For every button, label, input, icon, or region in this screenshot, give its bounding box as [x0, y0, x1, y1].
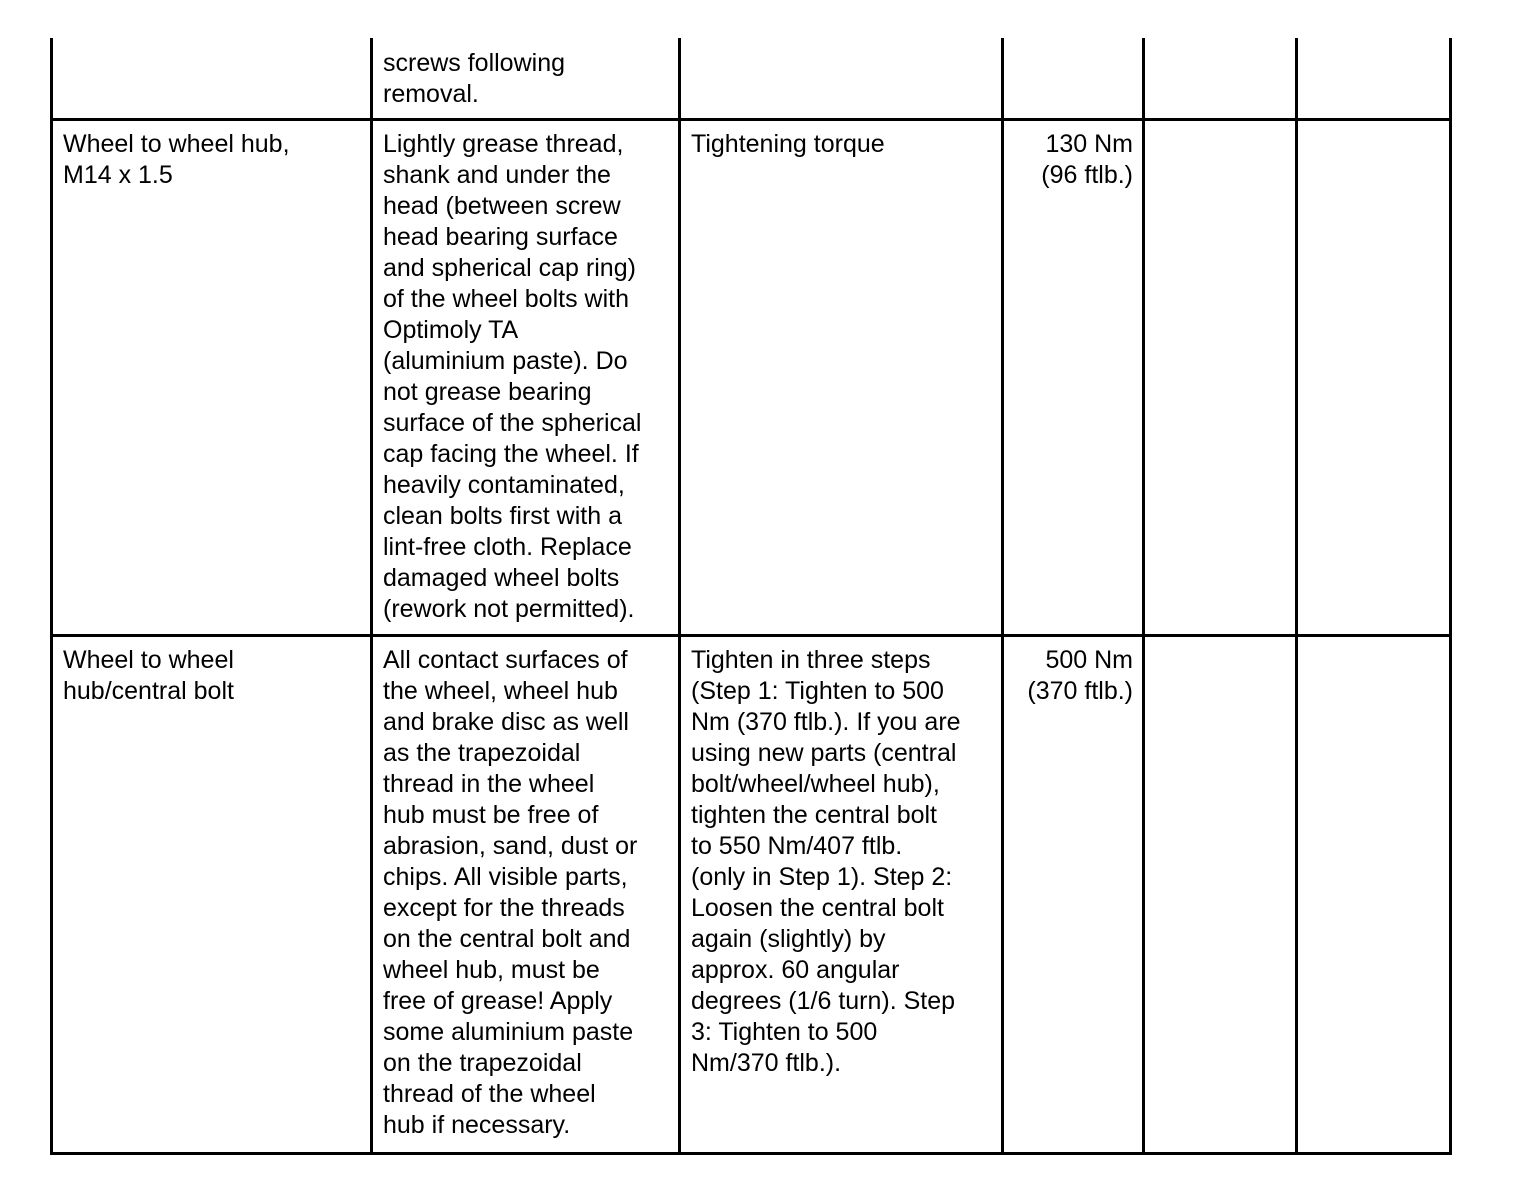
cell-text-line: again (slightly) by: [691, 925, 886, 953]
cell-text-line: (rework not permitted).: [383, 595, 635, 623]
cell-text-line: Loosen the central bolt: [691, 894, 944, 922]
table-row-continuation: [52, 38, 1451, 120]
cell-text-line: lint-free cloth. Replace: [383, 533, 632, 561]
instructions-cell: [372, 38, 680, 120]
cell-text-line: head bearing surface: [383, 223, 618, 251]
cell-text-line: degrees (1/6 turn). Step: [691, 987, 956, 1015]
instructions-cell: [372, 636, 680, 1154]
table-row-central-bolt: [52, 636, 1451, 1154]
cell-text-line: wheel hub, must be: [383, 956, 600, 984]
cell-text-line: M14 x 1.5: [63, 161, 173, 189]
cell-text-line: 500 Nm: [1045, 646, 1133, 674]
cell-text-line: (aluminium paste). Do: [383, 347, 628, 375]
cell-text-line: clean bolts first with a: [383, 502, 622, 530]
cell-text-line: some aluminium paste: [383, 1018, 634, 1046]
cell-text-line: not grease bearing: [383, 378, 592, 406]
cell-text-line: the wheel, wheel hub: [383, 677, 618, 705]
value-cell: [1003, 636, 1144, 1154]
cell-text-line: hub if necessary.: [383, 1111, 571, 1139]
torque-table: [50, 38, 1452, 1155]
cell-text-line: and spherical cap ring): [383, 254, 636, 282]
value-cell: [1003, 120, 1144, 636]
cell-text-line: thread in the wheel: [383, 770, 595, 798]
cell-text-line: (96 ftlb.): [1041, 161, 1133, 189]
cell-text-line: as the trapezoidal: [383, 739, 581, 767]
cell-text-line: head (between screw: [383, 192, 621, 220]
spec-cell: [680, 38, 1003, 120]
cell-text-line: free of grease! Apply: [383, 987, 613, 1015]
cell-text-line: Wheel to wheel: [63, 646, 234, 674]
empty-cell: [1144, 38, 1297, 120]
cell-text-line: heavily contaminated,: [383, 471, 625, 499]
cell-text-line: (Step 1: Tighten to 500: [691, 677, 944, 705]
cell-text-line: except for the threads: [383, 894, 625, 922]
cell-text-line: on the trapezoidal: [383, 1049, 582, 1077]
cell-text-line: Tighten in three steps: [691, 646, 931, 674]
cell-text-line: chips. All visible parts,: [383, 863, 628, 891]
spec-cell: [680, 120, 1003, 636]
cell-text-line: Tightening torque: [691, 130, 885, 158]
cell-text-line: tighten the central bolt: [691, 801, 937, 829]
cell-text-line: cap facing the wheel. If: [383, 440, 639, 468]
cell-text-line: Optimoly TA: [383, 316, 519, 344]
empty-cell: [1144, 636, 1297, 1154]
value-cell: [1003, 38, 1144, 120]
cell-text-line: surface of the spherical: [383, 409, 642, 437]
cell-text-line: 3: Tighten to 500: [691, 1018, 878, 1046]
cell-text-line: 130 Nm: [1045, 130, 1133, 158]
cell-text-line: approx. 60 angular: [691, 956, 900, 984]
cell-text-line: Nm (370 ftlb.). If you are: [691, 708, 961, 736]
cell-text-line: using new parts (central: [691, 739, 957, 767]
cell-text-line: Wheel to wheel hub,: [63, 130, 290, 158]
cell-text-line: on the central bolt and: [383, 925, 631, 953]
cell-text-line: hub must be free of: [383, 801, 599, 829]
cell-text-line: of the wheel bolts with: [383, 285, 629, 313]
cell-text-line: bolt/wheel/wheel hub),: [691, 770, 940, 798]
empty-cell: [1297, 38, 1451, 120]
component-cell: [52, 636, 372, 1154]
instructions-cell: [372, 120, 680, 636]
cell-text-line: (only in Step 1). Step 2:: [691, 863, 953, 891]
cell-text-line: hub/central bolt: [63, 677, 234, 705]
cell-text-line: damaged wheel bolts: [383, 564, 620, 592]
table-body: [52, 38, 1451, 1154]
cell-text-line: shank and under the: [383, 161, 611, 189]
spec-cell: [680, 636, 1003, 1154]
cell-text-line: (370 ftlb.): [1027, 677, 1133, 705]
component-cell: [52, 38, 372, 120]
table-row-wheel-hub: [52, 120, 1451, 636]
empty-cell: [1297, 120, 1451, 636]
cell-text-line: thread of the wheel: [383, 1080, 596, 1108]
cell-text-line: Lightly grease thread,: [383, 130, 624, 158]
cell-text-line: abrasion, sand, dust or: [383, 832, 638, 860]
cell-text-line: removal.: [383, 80, 479, 108]
empty-cell: [1144, 120, 1297, 636]
cell-text-line: screws following: [383, 49, 566, 77]
component-cell: [52, 120, 372, 636]
empty-cell: [1297, 636, 1451, 1154]
cell-text-line: All contact surfaces of: [383, 646, 628, 674]
cell-text-line: Nm/370 ftlb.).: [691, 1049, 842, 1077]
cell-text-line: to 550 Nm/407 ftlb.: [691, 832, 903, 860]
cell-text-line: and brake disc as well: [383, 708, 629, 736]
